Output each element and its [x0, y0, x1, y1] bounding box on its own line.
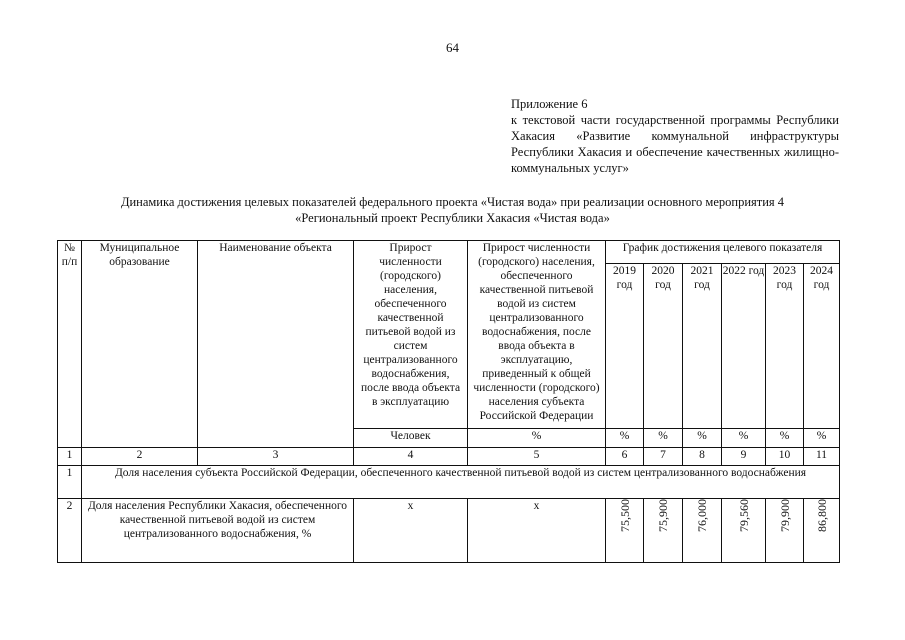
colnum-10: 10 [766, 448, 804, 466]
year-2019: 2019 год [606, 264, 644, 429]
table-row [58, 499, 840, 563]
year-2024: 2024 год [804, 264, 840, 429]
unit-2023: % [766, 429, 804, 448]
colnum-4: 4 [354, 448, 468, 466]
header-growth: Прирост численности (городского) населения, обеспеченного качественной питьевой водой из систем централизованного водоснабжения, после ввода объекта в эксплуатацию [354, 241, 468, 429]
value-2019-text: 75,500 [617, 499, 632, 532]
column-numbers-row [58, 448, 840, 466]
header-schedule: График достижения целевого показателя [606, 241, 840, 264]
row-num: 2 [58, 499, 82, 563]
colnum-6: 6 [606, 448, 644, 466]
colnum-2: 2 [82, 448, 198, 466]
value-2022-text: 79,560 [736, 499, 751, 532]
colnum-3: 3 [198, 448, 354, 466]
value-2023 [766, 499, 804, 563]
colnum-7: 7 [644, 448, 683, 466]
unit-2020: % [644, 429, 683, 448]
appendix-block [511, 96, 839, 176]
unit-2021: % [683, 429, 722, 448]
value-2022 [722, 499, 766, 563]
colnum-9: 9 [722, 448, 766, 466]
unit-growth: Человек [354, 429, 468, 448]
value-2024 [804, 499, 840, 563]
header-object: Наименование объекта [198, 241, 354, 448]
row-growth: х [354, 499, 468, 563]
header-row [58, 241, 840, 264]
year-2022: 2022 год [722, 264, 766, 429]
colnum-8: 8 [683, 448, 722, 466]
value-2020-text: 75,900 [656, 499, 670, 532]
section-text: Доля населения субъекта Российской Федерации, обеспеченного качественной питьевой водой из систем централизованного водоснабжения [82, 466, 840, 499]
heading-line-1: Динамика достижения целевых показателей федерального проекта «Чистая вода» при реализации основного мероприятия 4 [120, 195, 785, 209]
value-2024-text: 86,800 [814, 499, 829, 532]
header-growth-share: Прирост численности (городского) населения, обеспеченного качественной питьевой водой из систем централизованного водоснабжения, после ввода объекта в эксплуатацию, приведенный к общей численности (городского) населения субъекта Российской Федерации [468, 241, 606, 429]
indicator-table [57, 240, 840, 563]
colnum-1: 1 [58, 448, 82, 466]
value-2021-text: 76,000 [695, 499, 709, 532]
header-num: № п/п [58, 241, 82, 448]
section-row [58, 466, 840, 499]
unit-growth-share: % [468, 429, 606, 448]
colnum-11: 11 [804, 448, 840, 466]
unit-2022: % [722, 429, 766, 448]
header-municipality: Муниципальное образование [82, 241, 198, 448]
appendix-description: к текстовой части государственной программы Республики Хакасия «Развитие коммунальной инфраструктуры Республики Хакасия и обеспечение качественных жилищно-коммунальных услуг» [511, 113, 839, 175]
section-num: 1 [58, 466, 82, 499]
value-2023-text: 79,900 [777, 499, 792, 532]
heading-line-2: «Региональный проект Республики Хакасия «Чистая вода» [295, 211, 610, 225]
value-2021 [683, 499, 722, 563]
page-number: 64 [446, 40, 459, 55]
value-2020 [644, 499, 683, 563]
row-name: Доля населения Республики Хакасия, обеспеченного качественной питьевой водой из систем централизованного водоснабжения, % [82, 499, 354, 563]
row-growth-share: х [468, 499, 606, 563]
document-heading [40, 194, 865, 226]
year-2023: 2023 год [766, 264, 804, 429]
appendix-title: Приложение 6 [511, 97, 588, 111]
unit-2019: % [606, 429, 644, 448]
unit-2024: % [804, 429, 840, 448]
year-2021: 2021 год [683, 264, 722, 429]
value-2019 [606, 499, 644, 563]
year-2020: 2020 год [644, 264, 683, 429]
colnum-5: 5 [468, 448, 606, 466]
